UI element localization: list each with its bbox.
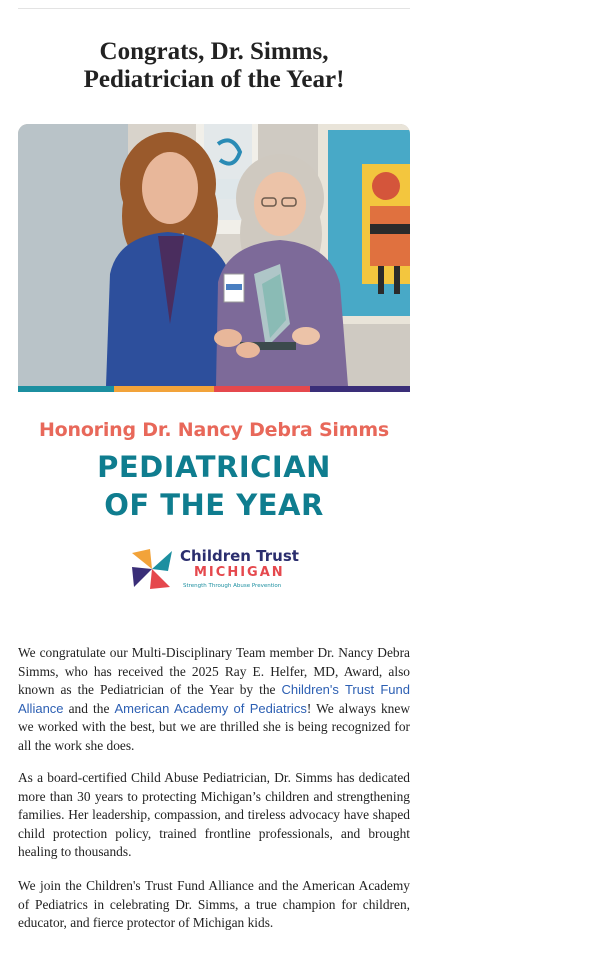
strip-orange	[114, 386, 214, 392]
paragraph-text: We congratulate our Multi-Disciplinary Team member Dr. Nancy Debra Simms, who has received the 2025 Ray E. Helfer, MD, Award, also known as the Pediatrician of the Year by the	[18, 645, 410, 698]
award-title	[18, 448, 410, 524]
logo-tagline: Strength Through Abuse Prevention	[183, 583, 282, 589]
award-photo-illustration	[18, 124, 410, 386]
strip-red	[214, 386, 310, 392]
logo-state: MICHIGAN	[194, 565, 285, 580]
paragraph-text: and the	[63, 700, 115, 716]
logo-name: Children Trust	[180, 547, 299, 565]
paragraph-background: As a board-certified Child Abuse Pediatrician, Dr. Simms has dedicated more than 30 years to protecting Michigan’s children and strengthening families. Her leadership, compassion, and tireless advocacy have shaped child protection policy, trained frontline professionals, and brought healing to thousands.	[18, 770, 410, 860]
strip-purple	[310, 386, 410, 392]
american-academy-of-pediatrics-link[interactable]: American Academy of Pediatrics	[114, 700, 307, 716]
paragraph-celebration: We join the Children's Trust Fund Alliance and the American Academy of Pediatrics in celebrating Dr. Simms, a true champion for children, educator, and fierce protector of Michigan kids.	[18, 878, 410, 931]
paragraph-text: ! We always knew we worked with the best, but we are thrilled she is being recognized for all the work she does.	[18, 700, 410, 753]
page-title	[18, 38, 410, 94]
headline-line-1: Congrats, Dr. Simms,	[99, 38, 329, 65]
brand-color-strip	[18, 386, 410, 392]
paragraph-congratulations	[18, 644, 410, 756]
honoring-heading: Honoring Dr. Nancy Debra Simms	[38, 419, 390, 441]
divider	[18, 8, 410, 9]
award-title-line-2: OF THE YEAR	[104, 488, 324, 522]
award-photo	[18, 124, 410, 386]
pinwheel-icon	[128, 545, 176, 593]
children-trust-michigan-logo	[128, 545, 318, 597]
childrens-trust-fund-alliance-link[interactable]: Children's Trust Fund Alliance	[18, 682, 410, 716]
headline-line-2: Pediatrician of the Year!	[83, 66, 345, 93]
strip-teal	[18, 386, 114, 392]
award-title-line-1: PEDIATRICIAN	[97, 450, 331, 484]
